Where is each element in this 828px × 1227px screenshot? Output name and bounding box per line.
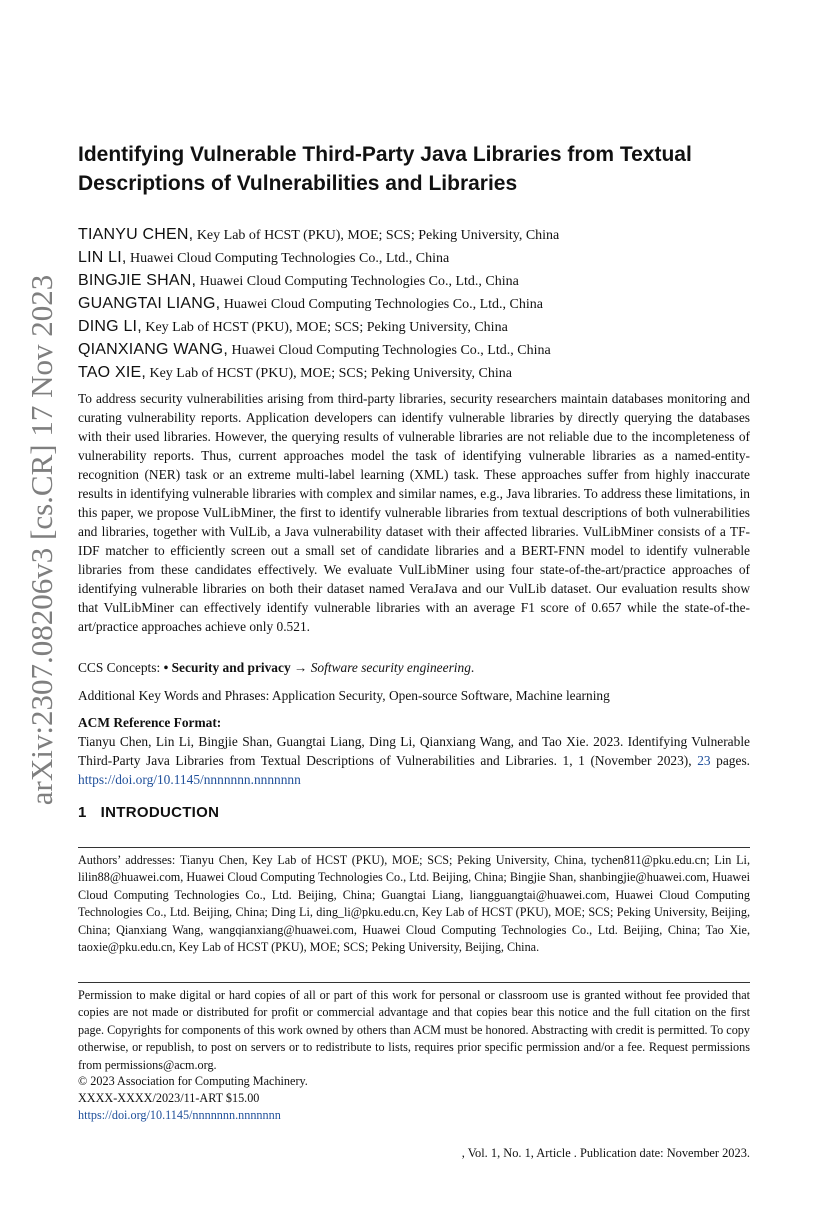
author-list (78, 224, 750, 385)
publication-line: , Vol. 1, No. 1, Article . Publication date: November 2023. (461, 1146, 750, 1160)
abstract: To address security vulnerabilities arising from third-party libraries, security researchers maintain databases monitoring and curating vulnerability reports. Application developers can identify vulnerable libraries by directly querying the databases with their used libraries. However, the querying results of vulnerable libraries are not reliable due to the incompleteness of vulnerability reports. Thus, current approaches model the task of identifying vulnerable libraries as a named-entity-recognition (NER) task or an extreme multi-label learning (XML) task. These approaches suffer from highly inaccurate results in identifying vulnerable libraries with complex and similar names, e.g., Java libraries. To address these limitations, in this paper, we propose VulLibMiner, the first to identify vulnerable libraries from textual descriptions of both vulnerabilities and libraries, together with VulLib, a Java vulnerability dataset with their affected libraries. VulLibMiner consists of a TF-IDF matcher to efficiently screen out a small set of candidate libraries and a BERT-FNN model to identify vulnerable libraries from these candidates effectively. We evaluate VulLibMiner using four state-of-the-art/practice approaches of identifying vulnerable libraries on both their dataset named VeraJava and our VulLib dataset. Our evaluation results show that VulLibMiner can effectively identify vulnerable libraries with an average F1 score of 0.657 while the state-of-the-art/practice approaches achieve only 0.521. (78, 391, 750, 634)
footer-doi-link[interactable]: https://doi.org/10.1145/nnnnnnn.nnnnnnn (78, 1108, 281, 1122)
keywords: Additional Key Words and Phrases: Application Security, Open-source Software, Machine learning (78, 688, 610, 703)
author-affiliation: Key Lab of HCST (PKU), MOE; SCS; Peking University, China (141, 320, 508, 335)
reference-pages-link[interactable]: 23 (697, 753, 711, 768)
author-affiliation: Huawei Cloud Computing Technologies Co., Ltd., China (126, 251, 450, 266)
permission-notice: Permission to make digital or hard copies of all or part of this work for personal or classroom use is granted without fee provided that copies are not made or distributed for profit or commercial advantage and that copies bear this notice and the full citation on the first page. Copyrights for components of this work owned by others than ACM must be honored. Abstracting with credit is permitted. To copy otherwise, or republish, to post on servers or to redistribute to lists, requires prior specific permission and/or a fee. Request permissions from permissions@acm.org. (78, 988, 750, 1072)
paper-title: Identifying Vulnerable Third-Party Java Libraries from Textual Descriptions of Vulnerabilities and Libraries (78, 143, 692, 195)
author-name: QIANXIANG WANG, (78, 341, 228, 358)
author-affiliation: Key Lab of HCST (PKU), MOE; SCS; Peking University, China (145, 366, 512, 381)
arxiv-stamp-text: arXiv:2307.08206v3 [cs.CR] 17 Nov 2023 (24, 274, 59, 806)
author-entry (78, 339, 750, 362)
author-entry (78, 362, 750, 385)
reference-text (78, 732, 750, 789)
ccs-concepts (78, 658, 750, 677)
arxiv-stamp (12, 230, 72, 850)
author-entry (78, 316, 750, 339)
author-affiliation: Huawei Cloud Computing Technologies Co., Ltd., China (196, 274, 519, 289)
ccs-end: . (470, 660, 475, 675)
reference-citation: Tianyu Chen, Lin Li, Bingjie Shan, Guangtai Liang, Ding Li, Qianxiang Wang, and Tao Xie. 2023. Identifying Vulnerable Third-Party Java Libraries from Textual Descriptions of Vulnerabilities and Libraries. 1, 1 (November 2023), (78, 734, 750, 768)
author-entry (78, 293, 750, 316)
author-name: GUANGTAI LIANG, (78, 295, 221, 312)
footnote-divider (78, 847, 750, 848)
ccs-label: CCS Concepts: (78, 660, 164, 675)
author-affiliation: Key Lab of HCST (PKU), MOE; SCS; Peking University, China (193, 228, 560, 243)
reference-heading: ACM Reference Format: (78, 715, 222, 730)
reference-doi-link[interactable]: https://doi.org/10.1145/nnnnnnn.nnnnnnn (78, 772, 301, 787)
ccs-concept: Security and privacy (171, 660, 291, 675)
author-name: TIANYU CHEN, (78, 226, 194, 243)
section-title: INTRODUCTION (100, 804, 220, 821)
author-entry (78, 270, 750, 293)
author-name: BINGJIE SHAN, (78, 272, 197, 289)
author-entry (78, 247, 750, 270)
author-addresses: Authors’ addresses: Tianyu Chen, Key Lab of HCST (PKU), MOE; SCS; Peking University, China, tychen811@pku.edu.cn; Lin Li, lilin88@huawei.com, Huawei Cloud Computing Technologies Co., Ltd. Beijing, China; Bingjie Shan, shanbingjie@huawei.com, Huawei Cloud Computing Technologies Co., Ltd. Beijing, China; Guangtai Liang, liangguangtai@huawei.com, Huawei Cloud Computing Technologies Co., Ltd. Beijing, China; Ding Li, ding_li@pku.edu.cn, Key Lab of HCST (PKU), MOE; SCS; Peking University, Beijing, China; Qianxiang Wang, wangqianxiang@huawei.com, Huawei Cloud Computing Technologies Co., Ltd. Beijing, China; Tao Xie, taoxie@pku.edu.cn, Key Lab of HCST (PKU), MOE; SCS; Peking University, Beijing, China. (78, 853, 750, 955)
permission-divider (78, 982, 750, 983)
author-affiliation: Huawei Cloud Computing Technologies Co., Ltd., China (220, 297, 543, 312)
copyright-line: © 2023 Association for Computing Machinery. (78, 1074, 308, 1088)
author-affiliation: Huawei Cloud Computing Technologies Co., Ltd., China (227, 343, 551, 358)
price-code: XXXX-XXXX/2023/11-ART $15.00 (78, 1091, 260, 1105)
ccs-arrow: → (290, 660, 311, 675)
ccs-bullet: • (163, 660, 172, 675)
author-name: TAO XIE, (78, 364, 146, 381)
author-name: DING LI, (78, 318, 142, 335)
section-number: 1 (78, 804, 87, 821)
ccs-subconcept: Software security engineering (310, 660, 471, 675)
section-heading (78, 804, 219, 821)
reference-pages-suffix: pages. (710, 753, 750, 768)
author-entry (78, 224, 750, 247)
author-name: LIN LI, (78, 249, 127, 266)
